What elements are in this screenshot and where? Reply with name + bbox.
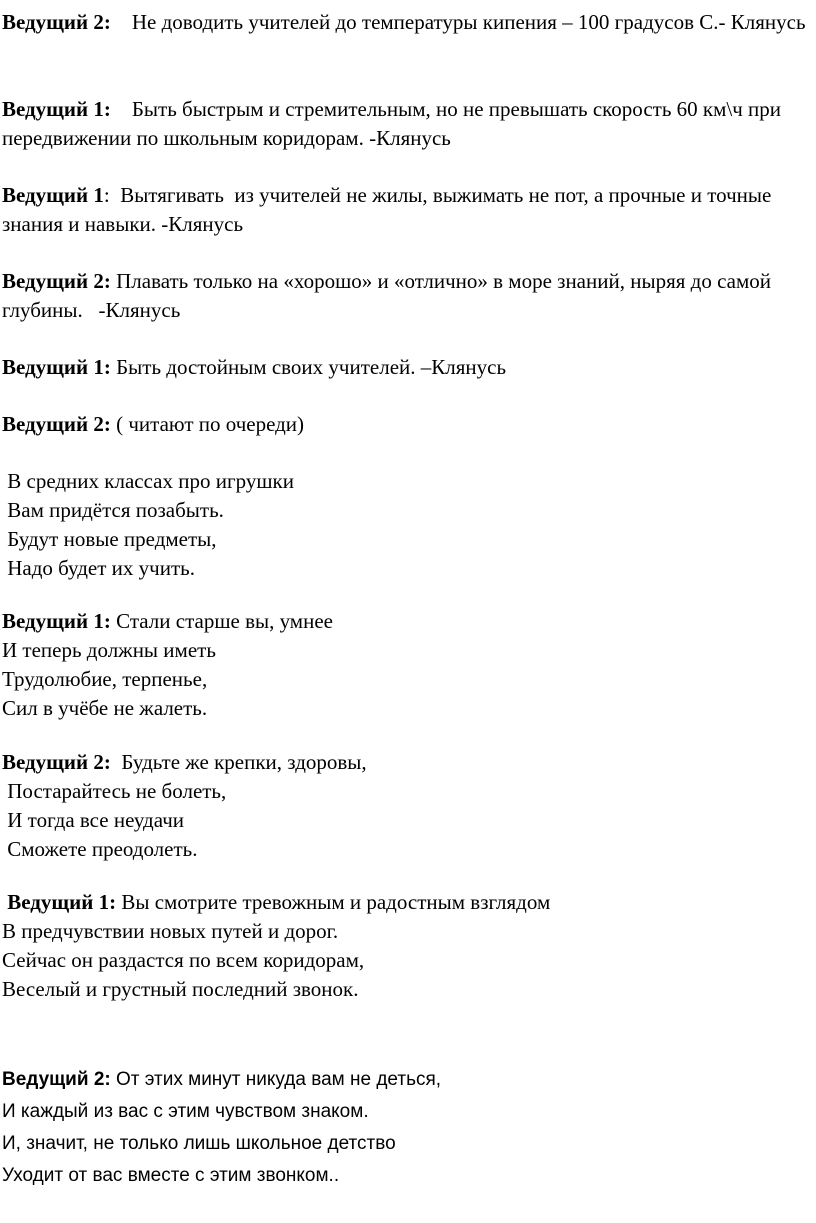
poem-line: Вам придётся позабыть. — [2, 498, 224, 522]
poem-line — [2, 1064, 812, 1096]
poem-stanza-3 — [2, 748, 812, 864]
speaker-label: Ведущий 1 — [2, 183, 104, 207]
poem-line: Сможете преодолеть. — [2, 837, 198, 861]
poem-line: И теперь должны иметь — [2, 638, 216, 662]
poem-line-text: От этих минут никуда вам не деться, — [110, 1069, 442, 1090]
paragraph-text: ( читают по очереди) — [110, 412, 305, 436]
poem-stanza-5 — [2, 1064, 812, 1192]
speaker-label: Ведущий 2: — [2, 10, 111, 34]
poem-line-text: Вы смотрите тревожным и радостным взглядом — [116, 890, 551, 914]
paragraph-text: Не доводить учителей до температуры кипения – 100 градусов С.- Клянусь — [110, 10, 806, 34]
poem-stanza-1 — [2, 467, 812, 583]
paragraph-text: Быть быстрым и стремительным, но не превышать скорость 60 км\ч при передвижении по школьным коридорам. -Клянусь — [2, 97, 787, 150]
speaker-label: Ведущий 1: — [2, 97, 111, 121]
oath-paragraph-1 — [2, 8, 812, 37]
poem-line: Сейчас он раздастся по всем коридорам, — [2, 948, 365, 972]
poem-line: Надо будет их учить. — [2, 556, 195, 580]
poem-line: И, значит, не только лишь школьное детство — [2, 1133, 396, 1154]
paragraph-text: Плавать только на «хорошо» и «отлично» в море знаний, ныряя до самой глубины. -Клянусь — [2, 269, 777, 322]
speaker-label: Ведущий 2: — [2, 412, 111, 436]
poem-line — [2, 607, 812, 636]
poem-line: Уходит от вас вместе с этим звонком.. — [2, 1165, 340, 1186]
oath-paragraph-2 — [2, 95, 812, 153]
oath-paragraph-6 — [2, 410, 812, 439]
speaker-label: Ведущий 2: — [2, 1069, 111, 1090]
speaker-label: Ведущий 2: — [2, 269, 111, 293]
poem-line: Веселый и грустный последний звонок. — [2, 977, 359, 1001]
poem-line: Будут новые предметы, — [2, 527, 217, 551]
oath-paragraph-5 — [2, 353, 812, 382]
poem-line-text: Будьте же крепки, здоровы, — [110, 750, 367, 774]
poem-line: Трудолюбие, терпенье, — [2, 667, 208, 691]
poem-line: Сил в учёбе не жалеть. — [2, 696, 208, 720]
poem-line-text: Стали старше вы, умнее — [110, 609, 333, 633]
poem-line — [2, 748, 812, 777]
poem-stanza-2 — [2, 607, 812, 723]
paragraph-text: Быть достойным своих учителей. –Клянусь — [110, 355, 507, 379]
poem-line: Постарайтесь не болеть, — [2, 779, 227, 803]
speaker-label: Ведущий 2: — [2, 750, 111, 774]
speaker-label: Ведущий 1: — [2, 609, 111, 633]
poem-line: В средних классах про игрушки — [2, 469, 294, 493]
oath-paragraph-4 — [2, 267, 812, 325]
poem-line: В предчувствии новых путей и дорог. — [2, 919, 339, 943]
paragraph-text: : Вытягивать из учителей не жилы, выжимать не пот, а прочные и точные знания и навыки. -Клянусь — [2, 183, 777, 236]
speaker-label: Ведущий 1: — [2, 355, 111, 379]
poem-line: И тогда все неудачи — [2, 808, 185, 832]
speaker-label: Ведущий 1: — [2, 890, 117, 914]
oath-paragraph-3 — [2, 181, 812, 239]
poem-stanza-4 — [2, 888, 812, 1004]
poem-line: И каждый из вас с этим чувством знаком. — [2, 1101, 369, 1122]
poem-line — [2, 888, 812, 917]
